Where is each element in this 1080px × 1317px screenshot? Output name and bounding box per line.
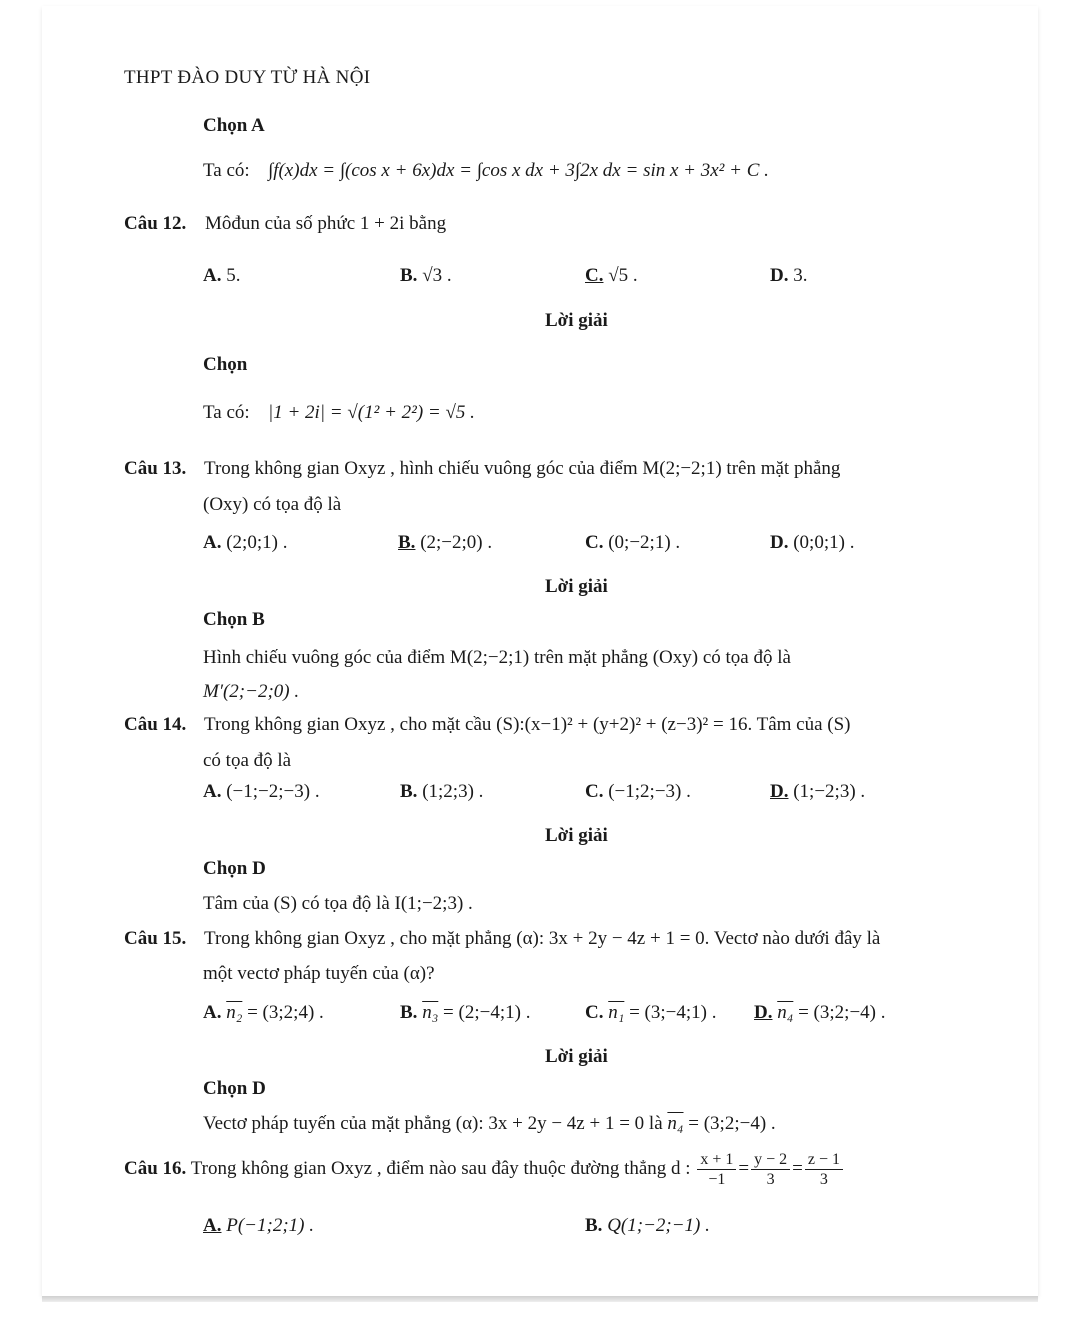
q14-option-b	[400, 782, 483, 801]
option-label: A.	[203, 1002, 222, 1023]
pre-chon: Chọn A	[203, 115, 265, 136]
q13-solution-line2: M′(2;−2;0) .	[203, 681, 300, 702]
q14-option-a	[203, 782, 320, 801]
q16-question	[124, 1150, 845, 1189]
q12-option-d	[770, 266, 807, 285]
q14-option-c	[585, 782, 691, 801]
q15-solution-line1	[203, 1114, 776, 1133]
q13-option-b	[398, 533, 492, 552]
option-label-correct: A.	[203, 1215, 222, 1236]
q14-option-d	[770, 782, 865, 801]
fraction	[805, 1150, 843, 1189]
option-value: P(−1;2;1) .	[226, 1215, 314, 1236]
page-bottom-shadow	[42, 1296, 1038, 1302]
q15-option-b	[400, 1003, 530, 1022]
option-label: B.	[400, 781, 418, 802]
option-label-correct: D.	[770, 781, 789, 802]
q13-solution-line1: Hình chiếu vuông góc của điểm M(2;−2;1) trên mặt phẳng (Oxy) có tọa độ là	[203, 647, 791, 668]
option-value: Q(1;−2;−1) .	[607, 1215, 710, 1236]
fraction-denominator: −1	[708, 1171, 726, 1189]
option-label: C.	[585, 1002, 604, 1023]
q12-chon: Chọn	[203, 354, 248, 375]
vector-symbol: n₁	[608, 1002, 625, 1023]
fraction-denominator: 3	[766, 1171, 775, 1189]
option-label: A.	[203, 532, 222, 553]
option-label: C.	[585, 532, 604, 553]
option-label: B.	[400, 1002, 418, 1023]
q15-loigiai: Lời giải	[545, 1046, 608, 1067]
vector-symbol: n₄	[777, 1002, 794, 1023]
q14-text-line1: Trong không gian Oxyz , cho mặt cầu (S):(x−1)² + (y+2)² + (z−3)² = 16. Tâm của (S)	[204, 714, 851, 735]
q12-number: Câu 12.	[124, 213, 187, 234]
equals-sign: =	[738, 1158, 750, 1180]
option-value: (2;−2;0) .	[420, 532, 493, 553]
q15-chon: Chọn D	[203, 1078, 266, 1099]
fraction-numerator: y − 2	[751, 1150, 790, 1170]
equals-sign: =	[792, 1158, 803, 1180]
q13-option-a	[203, 533, 287, 552]
option-value: 5.	[226, 265, 241, 286]
option-label: B.	[585, 1215, 603, 1236]
pre-taco-expr: ∫f(x)dx = ∫(cos x + 6x)dx = ∫cos x dx + 3∫2x dx = sin x + 3x² + C .	[268, 160, 769, 181]
q15-text-line1: Trong không gian Oxyz , cho mặt phẳng (α): 3x + 2y − 4z + 1 = 0. Vectơ nào dưới đây là	[204, 928, 881, 949]
option-value: (1;−2;3) .	[793, 781, 866, 802]
q14-text-line2: có tọa độ là	[203, 750, 292, 771]
q14-solution-line1: Tâm của (S) có tọa độ là I(1;−2;3) .	[203, 893, 473, 914]
q14-chon: Chọn D	[203, 858, 266, 879]
option-label: D.	[770, 532, 789, 553]
option-value: √3 .	[422, 265, 452, 286]
q13-number: Câu 13.	[124, 458, 187, 479]
q12-option-a	[203, 266, 240, 285]
q13-loigiai: Lời giải	[545, 576, 608, 597]
option-label: D.	[770, 265, 789, 286]
q16-option-b	[585, 1216, 710, 1235]
option-label-correct: D.	[754, 1002, 773, 1023]
option-value: (2;0;1) .	[226, 532, 288, 553]
vector-symbol: n₂	[226, 1002, 243, 1023]
q15-text-line2: một vectơ pháp tuyến của (α)?	[203, 963, 435, 984]
fraction	[697, 1150, 736, 1189]
q13-text-line1: Trong không gian Oxyz , hình chiếu vuông góc của điểm M(2;−2;1) trên mặt phẳng	[204, 458, 841, 479]
q15-option-c	[585, 1003, 717, 1022]
fraction-numerator: x + 1	[697, 1150, 736, 1170]
option-value: √5 .	[608, 265, 638, 286]
q16-option-a	[203, 1216, 314, 1235]
fraction	[751, 1150, 790, 1189]
q16-text: Trong không gian Oxyz , điểm nào sau đây thuộc đường thẳng d :	[190, 1158, 691, 1180]
q12-text: Môđun của số phức 1 + 2i bằng	[205, 213, 447, 234]
fraction-numerator: z − 1	[805, 1150, 843, 1170]
q13-option-c	[585, 533, 680, 552]
q15-option-d	[754, 1003, 886, 1022]
option-value: (−1;−2;−3) .	[226, 781, 320, 802]
vector-symbol: n₄	[667, 1113, 684, 1134]
q13-chon: Chọn B	[203, 609, 265, 630]
option-value: (0;−2;1) .	[608, 532, 681, 553]
option-label-correct: C.	[585, 265, 604, 286]
option-value: (0;0;1) .	[793, 532, 855, 553]
q12-loigiai: Lời giải	[545, 310, 608, 331]
option-value: 3.	[793, 265, 808, 286]
option-label: C.	[585, 781, 604, 802]
q13-text-line2: (Oxy) có tọa độ là	[203, 494, 342, 515]
q15-option-a	[203, 1003, 324, 1022]
solution-text: Vectơ pháp tuyến của mặt phẳng (α): 3x + 2y − 4z + 1 = 0 là	[203, 1113, 663, 1134]
option-label-correct: B.	[398, 532, 416, 553]
option-value: = (3;2;4) .	[242, 1002, 324, 1023]
q12-option-c	[585, 266, 638, 285]
q14-loigiai: Lời giải	[545, 825, 608, 846]
school-header: THPT ĐÀO DUY TỪ HÀ NỘI	[124, 67, 371, 88]
fraction-denominator: 3	[819, 1171, 828, 1189]
q12-taco-label: Ta có:	[203, 402, 250, 423]
q15-number: Câu 15.	[124, 928, 187, 949]
option-label: A.	[203, 781, 222, 802]
option-label: B.	[400, 265, 418, 286]
q16-number: Câu 16.	[124, 1158, 187, 1180]
q13-option-d	[770, 533, 854, 552]
solution-tail: = (3;2;−4) .	[683, 1113, 776, 1134]
q12-option-b	[400, 266, 452, 285]
option-label: A.	[203, 265, 222, 286]
q12-taco-expr: |1 + 2i| = √(1² + 2²) = √5 .	[268, 402, 475, 423]
option-value: (−1;2;−3) .	[608, 781, 691, 802]
pre-taco-label: Ta có:	[203, 160, 250, 181]
option-value: = (3;−4;1) .	[624, 1002, 717, 1023]
q14-number: Câu 14.	[124, 714, 187, 735]
option-value: = (2;−4;1) .	[438, 1002, 531, 1023]
vector-symbol: n₃	[422, 1002, 439, 1023]
option-value: = (3;2;−4) .	[793, 1002, 886, 1023]
option-value: (1;2;3) .	[422, 781, 484, 802]
